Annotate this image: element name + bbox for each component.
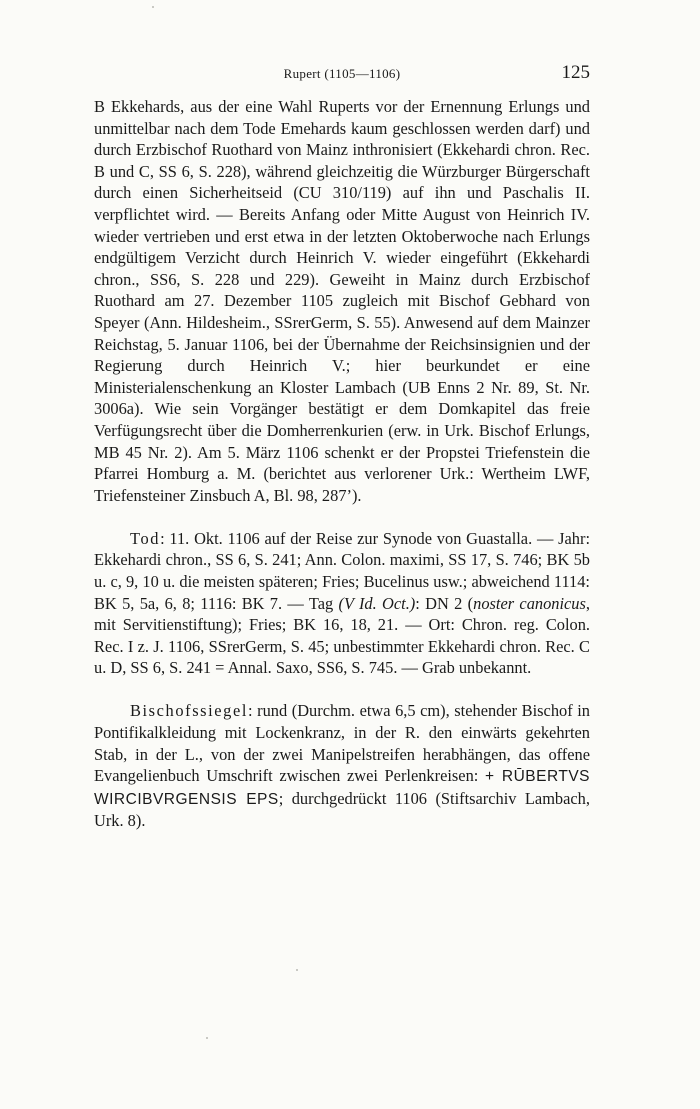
paper-speck	[296, 969, 298, 971]
paper-speck	[206, 1037, 208, 1039]
paper-speck	[152, 6, 154, 8]
section-label-tod: Tod	[130, 528, 161, 548]
seal-text-part2: ; durchgedrückt 1106 (Stiftsarchiv Lambach, Urk. 8).	[94, 788, 590, 831]
body-text	[94, 96, 590, 832]
section-label-bischofssiegel: Bischofssiegel	[130, 701, 248, 721]
death-text-part3: , mit Servitienstiftung); Fries; BK 16, 18, 21. — Ort: Chron. reg. Colon. Rec. I z. J. 1106, SSrerGerm, S. 45; unbestimmter Ekkehardi chron. Rec. C u. D, SS 6, S. 241 = Annal. Saxo, SS6, S. 745. — Grab unbekannt.	[94, 593, 590, 678]
death-text-part1: : 11. Okt. 1106 auf der Reise zur Synode von Guastalla. — Jahr: Ekkehardi chron., SS 6, S. 241; Ann. Colon. maximi, SS 17, S. 746; BK 5b u. c, 9, 10 u. die meisten späteren; Fries; Bucelinus usw.; abweichend 1114: BK 5, 5a, 6, 8; 1116: BK 7. — Tag	[94, 528, 590, 613]
paragraph-consecration: B Ekkehards, aus der eine Wahl Ruperts vor der Ernennung Erlungs und unmittelbar nach dem Tode Emehards kaum geschlossen werden darf) und durch Erzbischof Ruothard von Mainz inthronisiert (Ekkehardi chron. Rec. B und C, SS 6, S. 228), während gleichzeitig die Würzburger Bürgerschaft durch einen Sicherheitseid (CU 310/119) auf ihn und Paschalis II. verpflichtet wird. — Bereits Anfang oder Mitte August von Heinrich IV. wieder vertrieben und erst etwa in der letzten Oktoberwoche nach Erlungs endgültigem Verzicht durch Heinrich V. wieder eingeführt (Ekkehardi chron., SS6, S. 228 und 229). Geweiht in Mainz durch Erzbischof Ruothard am 27. Dezember 1105 zugleich mit Bischof Gebhard von Speyer (Ann. Hildesheim., SSrerGerm, S. 55). Anwesend auf dem Mainzer Reichstag, 5. Januar 1106, bei der Übernahme der Reichsinsignien und der Regierung durch Heinrich V.; hier beurkundet er eine Ministerialenschenkung an Kloster Lambach (UB Enns 2 Nr. 89, St. Nr. 3006a). Wie sein Vorgänger bestätigt er dem Domkapitel das freie Verfügungsrecht über die Domherrenkurien (erw. in Urk. Bischof Erlungs, MB 45 Nr. 2). Am 5. März 1106 schenkt er der Propstei Triefenstein die Pfarrei Homburg a. M. (berichtet aus verlorener Urk.: Wertheim LWF, Triefensteiner Zinsbuch A, Bl. 98, 287’).	[94, 97, 590, 505]
noster-canonicus: noster canonicus	[473, 593, 586, 613]
running-head	[94, 62, 590, 86]
seal-text-part1: : rund (Durchm. etwa 6,5 cm), stehender Bischof in Pontifikalkleidung mit Lockenkranz, in der R. den einwärts gekehrten Stab, in der L., von der zwei Manipelstreifen herabhängen, das offene Evangelienbuch Umschrift zwischen zwei Perlenkreisen:	[94, 701, 590, 786]
paragraph-seal	[94, 700, 590, 832]
paragraph-death	[94, 528, 590, 679]
death-text-part2: : DN 2 (	[415, 593, 474, 613]
feast-day-reference: (V Id. Oct.)	[338, 593, 416, 613]
seal-legend: + RŪBERTVS WIRCIBVRGENSIS EPS	[94, 768, 590, 808]
running-title: Rupert (1105—1106)	[283, 66, 401, 81]
page-number: 125	[561, 62, 590, 83]
